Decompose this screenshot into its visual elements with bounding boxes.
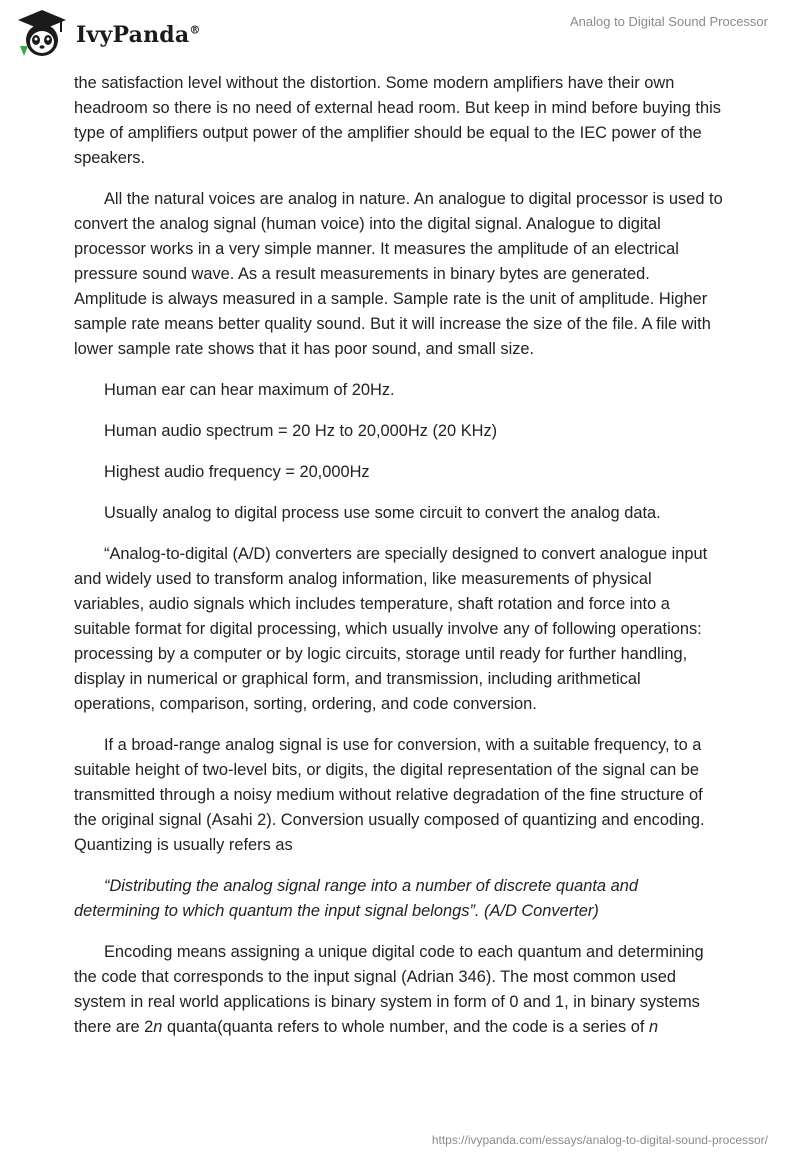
panda-graduation-cap-icon — [14, 8, 70, 60]
essay-body — [74, 71, 726, 1056]
paragraph-4: Human audio spectrum = 20 Hz to 20,000Hz (20 KHz) — [104, 422, 498, 440]
paragraph-10 — [74, 940, 726, 1040]
paragraph-2: All the natural voices are analog in nature. An analogue to digital processor is used to convert the analog signal (human voice) into the digital signal. Analogue to digital processor works in a very simple manner. It measures the amplitude of an electrical pressure sound wave. As a result measurements in binary bytes are generated. Amplitude is always measured in a sample. Sample rate is the unit of amplitude. Higher sample rate means better quality sound. But it will increase the size of the file. A file with lower sample rate shows that it has poor sound, and small size. — [74, 190, 723, 358]
source-url[interactable]: https://ivypanda.com/essays/analog-to-digital-sound-processor/ — [431, 1133, 768, 1147]
paragraph-10-text-b: quanta(quanta refers to whole number, and the code is a series of — [162, 1018, 649, 1036]
paragraph-5: Highest audio frequency = 20,000Hz — [104, 463, 370, 481]
brand-logo[interactable] — [14, 8, 201, 60]
paragraph-7: “Analog-to-digital (A/D) converters are specially designed to convert analogue input and widely used to transform analog information, like measurements of physical variables, audio signals which includes temperature, shaft rotation and force into a suitable format for digital processing, which usually involve any of following operations: processing by a computer or by logic circuits, storage until ready for further handling, display in numerical or graphical form, and transmission, including arithmetical operations, comparison, sorting, ordering, and code conversion. — [74, 545, 708, 713]
paragraph-10-text-a: Encoding means assigning a unique digital code to each quantum and determining the code that corresponds to the input signal (Adrian 346). The most common used system in real world applications is binary system in form of 0 and 1, in binary systems there are 2 — [74, 943, 704, 1036]
paragraph-3: Human ear can hear maximum of 20Hz. — [104, 381, 395, 399]
brand-name: IvyPanda® — [76, 22, 201, 48]
variable-n: n — [153, 1018, 163, 1036]
paragraph-8: If a broad-range analog signal is use for conversion, with a suitable frequency, to a suitable height of two-level bits, or digits, the digital representation of the signal can be transmitted through a noisy medium without relative degradation of the fine structure of the original signal (Asahi 2). Conversion usually composed of quantizing and encoding. Quantizing is usually refers as — [74, 736, 705, 854]
page-header — [0, 0, 800, 70]
variable-n: n — [648, 1018, 659, 1036]
block-quote: “Distributing the analog signal range into a number of discrete quanta and determining to which quantum the input signal belongs”. (A/D Converter) — [74, 877, 638, 920]
paragraph-6: Usually analog to digital process use some circuit to convert the analog data. — [104, 504, 661, 522]
document-title: Analog to Digital Sound Processor — [569, 14, 768, 29]
paragraph-1: the satisfaction level without the distortion. Some modern amplifiers have their own headroom so there is no need of external head room. But keep in mind before buying this type of amplifiers output power of the amplifier should be equal to the IEC power of the speakers. — [74, 74, 721, 167]
